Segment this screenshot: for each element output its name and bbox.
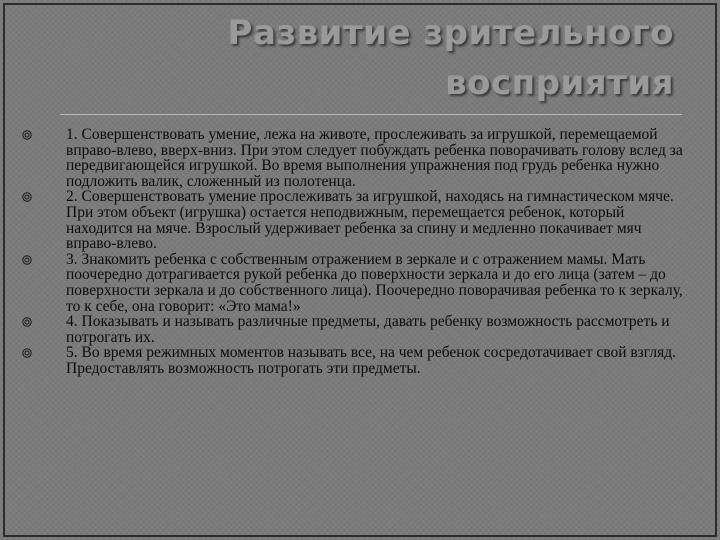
list-item-1 <box>14 127 686 189</box>
double-circle-bullet-icon <box>22 192 32 202</box>
title-divider <box>60 114 682 115</box>
double-circle-bullet-icon <box>22 255 32 265</box>
double-circle-bullet-icon <box>22 317 32 327</box>
list-item-2 <box>14 189 686 251</box>
list-item-text: 3. Знакомить ребенка с собственным отражением в зеркале и с отражением мамы. Мать поочередно дотрагивается рукой ребенка до поверхности зеркала и до его лица (затем – до поверхности зеркала и до собственного лица). Поочередно поворачивая ребенка то к зеркалу, то к себе, она говорит: «Это мама!» <box>66 250 683 315</box>
list-item-4 <box>14 314 686 345</box>
bullet-list <box>14 127 686 377</box>
double-circle-bullet-icon <box>22 348 32 358</box>
slide-title <box>114 8 674 108</box>
double-circle-bullet-icon <box>22 130 32 140</box>
list-item-text: 5. Во время режимных моментов называть все, на чем ребенок сосредотачивает свой взгляд. Предоставлять возможность потрогать эти предметы. <box>66 344 676 377</box>
title-line-1: Развитие зрительного <box>227 13 674 53</box>
list-item-text: 2. Совершенствовать умение прослеживать за игрушкой, находясь на гимнастическом мяче. При этом объект (игрушка) остается неподвижным, перемещается ребенок, который находится на мяче. Взрослый удерживает ребенка за спину и медленно покачивает мяч вправо-влево. <box>66 188 674 253</box>
list-item-text: 1. Совершенствовать умение, лежа на животе, прослеживать за игрушкой, перемещаемой вправо-влево, вверх-вниз. При этом следует побуждать ребенка поворачивать голову вслед за передвигающейся игрушкой. Во время выполнения упражнения под грудь ребенка нужно подложить валик, сложенный из полотенца. <box>66 126 683 190</box>
list-item-3 <box>14 252 686 314</box>
list-item-5 <box>14 345 686 376</box>
title-line-2: восприятия <box>445 63 674 103</box>
list-item-text: 4. Показывать и называть различные предметы, давать ребенку возможность рассмотреть и потрогать их. <box>66 313 670 346</box>
